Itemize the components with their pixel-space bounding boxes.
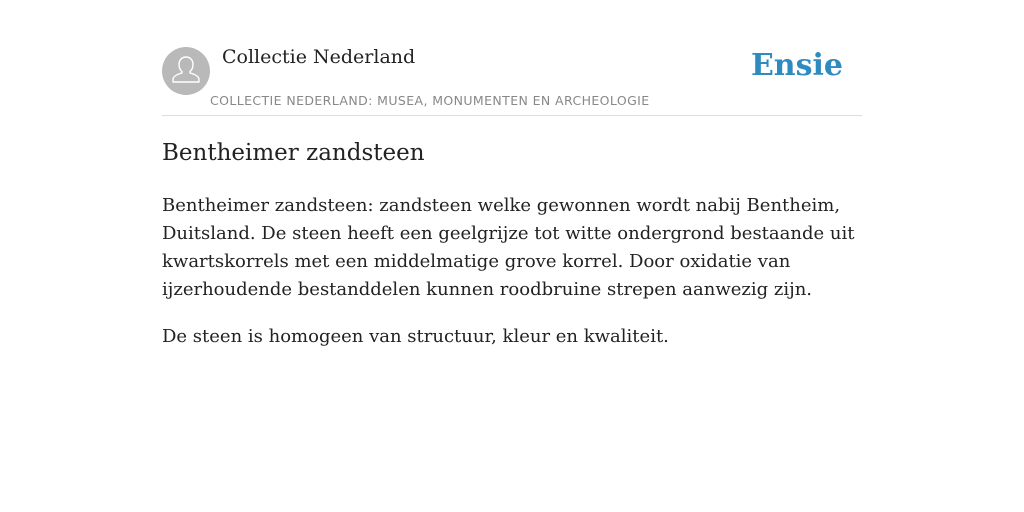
page-container <box>162 0 862 347</box>
author-name[interactable]: Collectie Nederland <box>222 46 416 68</box>
avatar[interactable] <box>162 47 210 95</box>
article-paragraph: Bentheimer zandsteen: zandsteen welke gewonnen wordt nabij Bentheim, Duitsland. De steen heeft een geelgrijze tot witte ondergrond bestaande uit kwartskorrels met een middelmatige grove korrel. Door oxidatie van ijzerhoudende bestanddelen kunnen roodbruine strepen aanwezig zijn. <box>162 195 855 300</box>
header <box>162 0 862 116</box>
article-paragraph: De steen is homogeen van structuur, kleur en kwaliteit. <box>162 326 669 347</box>
user-silhouette-icon <box>162 47 210 95</box>
source-subtitle[interactable]: COLLECTIE NEDERLAND: MUSEA, MONUMENTEN EN ARCHEOLOGIE <box>210 93 650 108</box>
brand-logo[interactable]: Ensie <box>750 48 843 83</box>
page-title: Bentheimer zandsteen <box>162 140 425 166</box>
article-body <box>162 192 862 370</box>
